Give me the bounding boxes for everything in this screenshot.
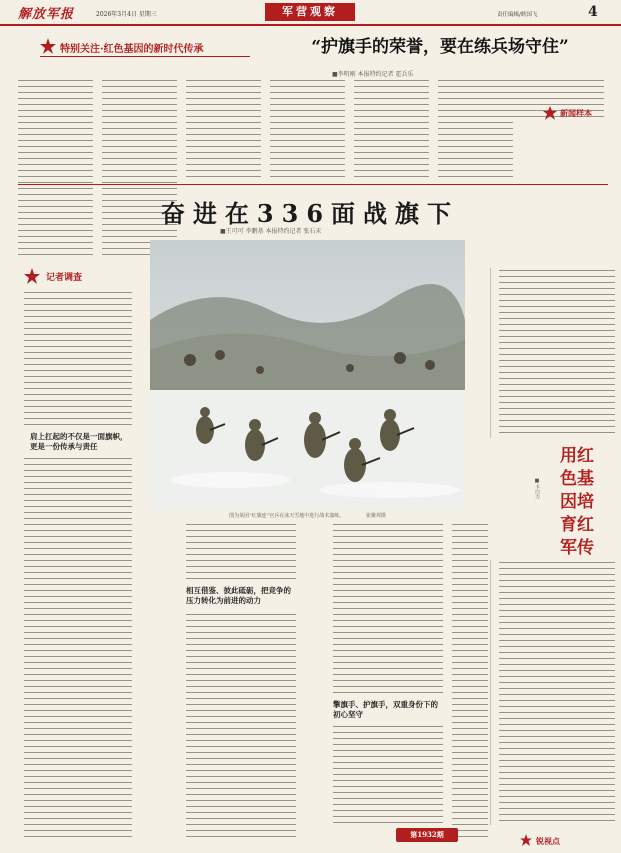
feature-label <box>40 36 260 60</box>
reporter-label: 记者调查 <box>24 268 124 284</box>
text-column <box>438 78 513 178</box>
subheading: 相互借鉴、彼此砥砺，把竞争的压力转化为前进的动力 <box>186 586 291 605</box>
star-icon <box>24 268 40 284</box>
dateline: 2026年3月4日 星期三 <box>96 11 157 18</box>
feature-label-text: 特别关注·红色基因的新时代传承 <box>60 44 204 55</box>
text-column <box>354 78 429 178</box>
subheading: 擎旗手、护旗手，双重身份下的初心坚守 <box>333 700 438 719</box>
text-column <box>102 78 177 258</box>
newspaper-logo: 解放军报 <box>18 7 75 22</box>
side-article-top <box>490 268 617 438</box>
section-title: 军营观察 <box>265 3 355 21</box>
main-article-title: 奋进在336面战旗下 <box>160 199 460 228</box>
main-photo <box>150 240 465 510</box>
top-article-byline: ■李明刚 本报特约记者 霍兵乐 <box>332 71 414 78</box>
text-column <box>24 290 132 428</box>
section-divider <box>18 184 608 185</box>
text-column <box>452 522 488 842</box>
side-article-author: ■卡白力 <box>534 478 540 499</box>
side-article-title: 用红色基因培育红军传 <box>560 446 594 558</box>
text-column <box>270 78 345 178</box>
subheading: 肩上扛起的不仅是一面旗帜，更是一份传承与责任 <box>30 432 128 451</box>
text-column <box>186 78 261 178</box>
side-article-body <box>490 560 617 825</box>
main-article-byline: ■王可可 李鹏基 本报特约记者 张石禾 <box>220 228 322 235</box>
column-label: 锐视点 <box>536 836 560 846</box>
text-column <box>186 612 296 842</box>
text-column <box>333 522 443 696</box>
star-icon <box>520 834 532 846</box>
text-column <box>24 456 132 842</box>
page-number: 4 <box>588 4 598 20</box>
photo-caption: 图为某团“红旗连”官兵在冰天雪地中进行战术演练。 崔聚邦摄 <box>229 513 386 519</box>
star-icon <box>543 106 557 120</box>
editor-credit: 责任编辑/耿国飞 <box>497 12 538 18</box>
text-column <box>186 522 296 582</box>
text-column <box>333 724 443 824</box>
issue-badge: 第1932期 <box>396 828 458 842</box>
feature-underline <box>40 56 250 57</box>
text-column <box>18 78 93 258</box>
top-article-title: “护旗手的荣誉，要在练兵场守住” <box>311 37 569 57</box>
news-sample-label: 新闻样本 <box>560 108 592 118</box>
star-icon <box>40 38 56 54</box>
